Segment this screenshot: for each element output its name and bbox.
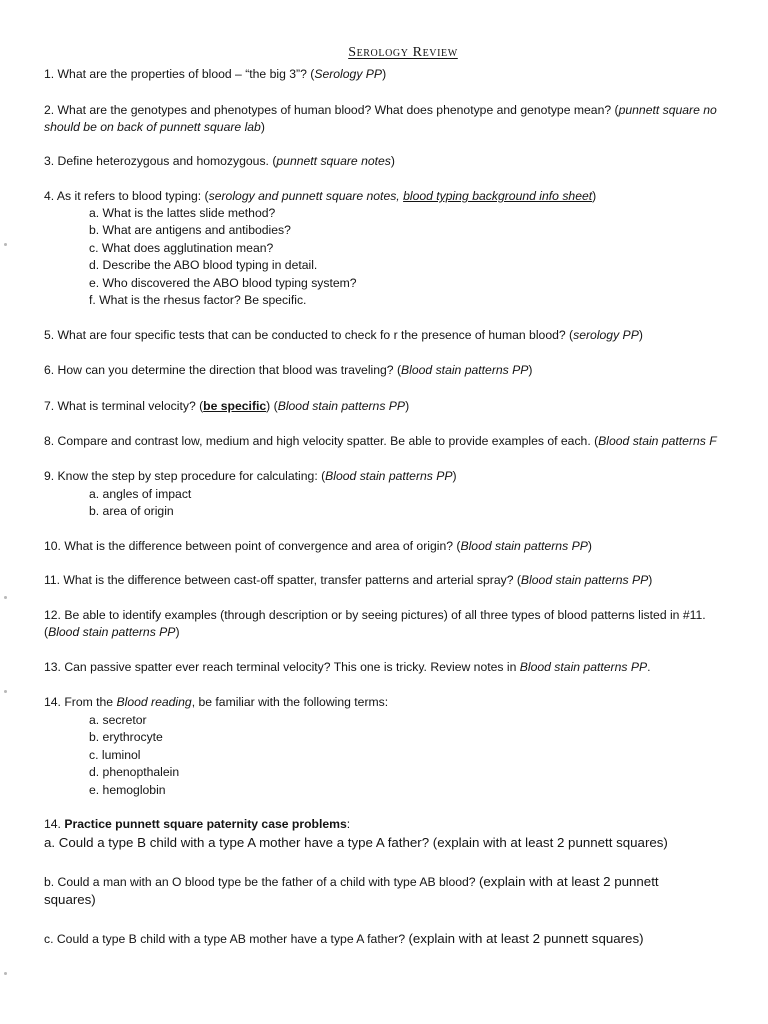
question-2-ref: punnett square no	[618, 103, 717, 117]
question-14-subitems	[89, 712, 179, 799]
question-7-emphasis: be specific	[203, 399, 267, 413]
question-10-close: )	[587, 539, 592, 553]
question-11	[44, 572, 652, 589]
scan-speck	[4, 596, 7, 599]
question-6-ref: Blood stain patterns PP	[401, 363, 529, 377]
question-14-text: 14. From the	[44, 695, 117, 709]
question-1-text: 1. What are the properties of blood – “the big 3”? (	[44, 67, 315, 81]
question-1	[44, 66, 386, 83]
question-4-subitem: a. What is the lattes slide method?	[89, 206, 276, 220]
question-5	[44, 327, 643, 344]
question-9-ref: Blood stain patterns PP	[325, 469, 453, 483]
practice-problem-b-continued: squares)	[44, 892, 96, 907]
question-4-subitems	[89, 205, 357, 309]
question-13-text: 13. Can passive spatter ever reach terminal velocity? This one is tricky. Review notes in	[44, 660, 520, 674]
question-4-subitem: c. What does agglutination mean?	[89, 240, 274, 255]
question-8	[44, 433, 717, 450]
question-9-subitem: b. area of origin	[89, 504, 174, 519]
page-title: Serology Review	[348, 45, 458, 60]
question-12-ref: Blood stain patterns PP	[48, 625, 176, 639]
question-14-subitem: c. luminol	[89, 747, 141, 762]
practice-problem-a: a. Could a type B child with a type A mother have a type A father? (explain with at least 2 punnett squares)	[44, 835, 668, 850]
question-13-ref: Blood stain patterns PP	[519, 660, 648, 674]
question-14-ref: Blood reading	[116, 695, 192, 709]
question-14-after: , be familiar with the following terms:	[191, 695, 389, 709]
question-2-ref-continued: should be on back of punnett square lab	[44, 120, 261, 134]
scan-speck	[4, 972, 7, 975]
question-14	[44, 694, 388, 711]
question-1-close: )	[382, 67, 387, 81]
question-2-text: 2. What are the genotypes and phenotypes of human blood? What does phenotype and genotype mean? (	[44, 103, 619, 117]
practice-number: 14.	[44, 817, 65, 831]
question-3-text: 3. Define heterozygous and homozygous. (	[44, 154, 277, 168]
question-6-close: )	[528, 363, 533, 377]
question-3-close: )	[390, 154, 395, 168]
question-12-text: 12. Be able to identify examples (through description or by seeing pictures) of all three types of blood patterns listed in #11.	[44, 608, 706, 622]
question-10-ref: Blood stain patterns PP	[460, 539, 588, 553]
question-6-text: 6. How can you determine the direction that blood was traveling? (	[44, 363, 402, 377]
question-4-subitem: d. Describe the ABO blood typing in detail.	[89, 258, 318, 273]
question-7	[44, 398, 409, 415]
scan-speck	[4, 243, 7, 246]
practice-problem-b	[44, 873, 659, 908]
question-7-text: 7. What is terminal velocity? (	[44, 399, 204, 413]
practice-problem-c	[44, 930, 644, 948]
question-5-ref: serology PP	[573, 328, 639, 342]
question-13-close: .	[647, 660, 651, 674]
question-14-subitem: a. secretor	[89, 713, 147, 727]
question-2	[44, 102, 717, 136]
question-1-ref: Serology PP	[314, 67, 383, 81]
practice-colon: :	[346, 817, 351, 831]
question-5-text: 5. What are four specific tests that can be conducted to check fo r the presence of human blood? (	[44, 328, 574, 342]
question-7-mid: ) (	[266, 399, 278, 413]
question-11-text: 11. What is the difference between cast-off spatter, transfer patterns and arterial spray? (	[44, 573, 521, 587]
question-8-ref: Blood stain patterns F	[598, 434, 717, 448]
question-3	[44, 153, 395, 170]
question-12-close: )	[175, 625, 180, 639]
question-4-text: 4. As it refers to blood typing: (	[44, 189, 209, 203]
question-12-open: (	[44, 625, 49, 639]
question-14-subitem: e. hemoglobin	[89, 782, 166, 797]
question-4-subitem: b. What are antigens and antibodies?	[89, 223, 291, 238]
question-9-subitem: a. angles of impact	[89, 487, 192, 501]
question-14-subitem: d. phenopthalein	[89, 765, 180, 780]
question-2-close: )	[260, 120, 265, 134]
question-9-subitems	[89, 486, 191, 521]
question-9	[44, 468, 457, 485]
question-10	[44, 538, 592, 555]
practice-heading: Practice punnett square paternity case problems	[64, 817, 347, 831]
question-4-link: blood typing background info sheet	[403, 189, 593, 203]
question-14-practice-heading	[44, 816, 350, 833]
question-6	[44, 362, 532, 379]
question-4	[44, 188, 596, 205]
question-8-text: 8. Compare and contrast low, medium and high velocity spatter. Be able to provide examples of each. (	[44, 434, 599, 448]
scan-speck	[4, 690, 7, 693]
practice-problem-c-text: c. Could a type B child with a type AB mother have a type A father?	[44, 932, 409, 946]
question-11-close: )	[648, 573, 653, 587]
question-5-close: )	[638, 328, 643, 342]
practice-problem-c-explain: (explain with at least 2 punnett squares)	[408, 931, 644, 946]
question-9-text: 9. Know the step by step procedure for calculating: (	[44, 469, 326, 483]
question-4-subitem: f. What is the rhesus factor? Be specific.	[89, 292, 307, 307]
question-13	[44, 659, 651, 676]
question-7-ref: Blood stain patterns PP	[277, 399, 406, 413]
question-3-ref: punnett square notes	[276, 154, 391, 168]
question-9-close: )	[452, 469, 457, 483]
question-11-ref: Blood stain patterns PP	[520, 573, 649, 587]
practice-problem-b-text: b. Could a man with an O blood type be the father of a child with type AB blood?	[44, 875, 479, 889]
question-4-subitem: e. Who discovered the ABO blood typing system?	[89, 275, 357, 290]
question-4-ref: serology and punnett square notes,	[208, 189, 400, 203]
question-10-text: 10. What is the difference between point of convergence and area of origin? (	[44, 539, 461, 553]
question-14-subitem: b. erythrocyte	[89, 730, 163, 745]
practice-problem-b-explain: (explain with at least 2 punnett	[478, 874, 659, 889]
question-7-close: )	[405, 399, 410, 413]
question-4-close: )	[592, 189, 597, 203]
question-12	[44, 607, 706, 641]
